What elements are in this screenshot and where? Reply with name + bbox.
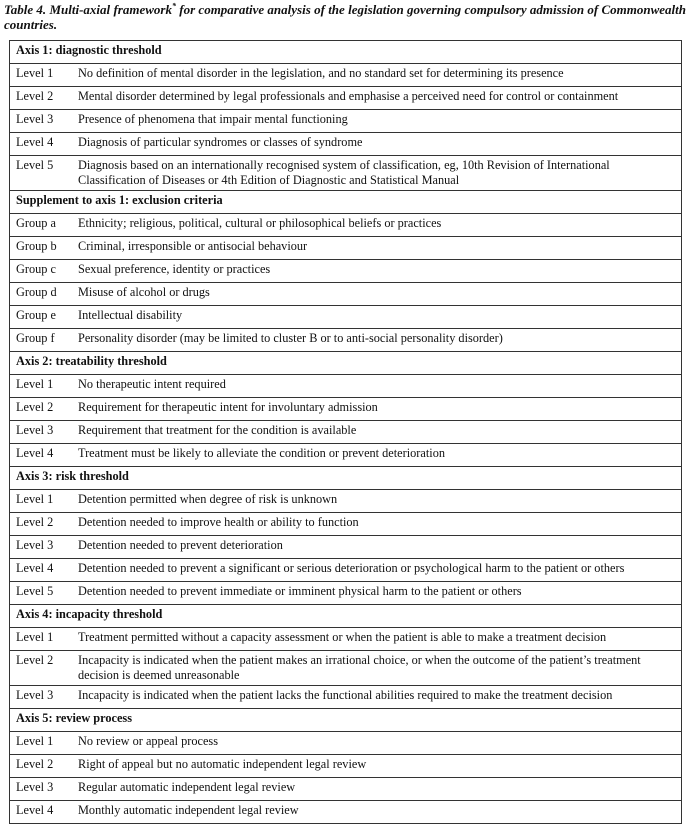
row-label: Group e	[10, 306, 79, 329]
row-description: Detention permitted when degree of risk is unknown	[78, 490, 682, 513]
row-label: Level 1	[10, 490, 79, 513]
row-description: Regular automatic independent legal review	[78, 778, 682, 801]
table-row	[10, 513, 682, 536]
table-row	[10, 536, 682, 559]
table-row	[10, 110, 682, 133]
table-row	[10, 651, 682, 686]
section-header-axis-5-review-process	[10, 709, 682, 732]
caption-footnote-marker: *	[171, 1, 176, 11]
table-row	[10, 237, 682, 260]
row-label: Level 2	[10, 755, 79, 778]
table-row	[10, 87, 682, 110]
section-title: Supplement to axis 1: exclusion criteria	[10, 191, 682, 214]
section-header-axis-3-risk-threshold	[10, 467, 682, 490]
row-description: Detention needed to prevent immediate or imminent physical harm to the patient or others	[78, 582, 682, 605]
table-row	[10, 686, 682, 709]
table-row	[10, 490, 682, 513]
table-row	[10, 283, 682, 306]
row-label: Level 4	[10, 444, 79, 467]
row-label: Level 3	[10, 110, 79, 133]
table-row	[10, 306, 682, 329]
row-label: Level 1	[10, 375, 79, 398]
row-description: No review or appeal process	[78, 732, 682, 755]
row-description: Right of appeal but no automatic independent legal review	[78, 755, 682, 778]
section-header-axis-4-incapacity-threshold	[10, 605, 682, 628]
table-row	[10, 214, 682, 237]
section-title: Axis 3: risk threshold	[10, 467, 682, 490]
row-label: Group a	[10, 214, 79, 237]
row-description: Mental disorder determined by legal professionals and emphasise a perceived need for control or containment	[78, 87, 682, 110]
row-description: Presence of phenomena that impair mental functioning	[78, 110, 682, 133]
row-label: Level 3	[10, 686, 79, 709]
row-label: Level 2	[10, 87, 79, 110]
row-label: Level 3	[10, 536, 79, 559]
row-description: Treatment permitted without a capacity assessment or when the patient is able to make a treatment decision	[78, 628, 682, 651]
table-row	[10, 398, 682, 421]
row-description: Requirement that treatment for the condition is available	[78, 421, 682, 444]
row-description: Criminal, irresponsible or antisocial behaviour	[78, 237, 682, 260]
row-label: Level 3	[10, 778, 79, 801]
row-description: Ethnicity; religious, political, cultural or philosophical beliefs or practices	[78, 214, 682, 237]
row-description: Monthly automatic independent legal review	[78, 801, 682, 824]
row-label: Level 5	[10, 156, 79, 191]
row-description: Intellectual disability	[78, 306, 682, 329]
row-label: Level 3	[10, 421, 79, 444]
table-row	[10, 156, 682, 191]
section-title: Axis 1: diagnostic threshold	[10, 41, 682, 64]
table-row	[10, 375, 682, 398]
section-title: Axis 2: treatability threshold	[10, 352, 682, 375]
table-row	[10, 260, 682, 283]
row-description: Incapacity is indicated when the patient lacks the functional abilities required to make the treatment decision	[78, 686, 682, 709]
table-row	[10, 133, 682, 156]
row-label: Group c	[10, 260, 79, 283]
row-description: Requirement for therapeutic intent for involuntary admission	[78, 398, 682, 421]
table-row	[10, 421, 682, 444]
row-label: Group b	[10, 237, 79, 260]
caption-suffix: for comparative analysis of the legislation governing compulsory admission of Commonwealth countries.	[4, 2, 687, 32]
row-description: Sexual preference, identity or practices	[78, 260, 682, 283]
table-row	[10, 582, 682, 605]
row-label: Level 1	[10, 64, 79, 87]
table-row	[10, 778, 682, 801]
table-caption	[4, 2, 686, 32]
row-description: No definition of mental disorder in the legislation, and no standard set for determining its presence	[78, 64, 682, 87]
row-label: Level 4	[10, 559, 79, 582]
row-description: Detention needed to improve health or ability to function	[78, 513, 682, 536]
row-description: Diagnosis of particular syndromes or classes of syndrome	[78, 133, 682, 156]
row-label: Level 2	[10, 651, 79, 686]
row-description: Personality disorder (may be limited to cluster B or to anti-social personality disorder)	[78, 329, 682, 352]
framework-table-body	[10, 41, 682, 824]
table-row	[10, 64, 682, 87]
row-label: Level 5	[10, 582, 79, 605]
row-label: Level 4	[10, 133, 79, 156]
row-label: Level 1	[10, 732, 79, 755]
table-row	[10, 559, 682, 582]
section-header-supplement-to-axis-1-exclusion-criteria	[10, 191, 682, 214]
row-description: Detention needed to prevent deterioration	[78, 536, 682, 559]
table-row	[10, 732, 682, 755]
table-row	[10, 329, 682, 352]
table-row	[10, 628, 682, 651]
row-label: Level 1	[10, 628, 79, 651]
row-description: Treatment must be likely to alleviate the condition or prevent deterioration	[78, 444, 682, 467]
table-row	[10, 755, 682, 778]
section-header-axis-1-diagnostic-threshold	[10, 41, 682, 64]
row-label: Level 4	[10, 801, 79, 824]
row-description: Incapacity is indicated when the patient makes an irrational choice, or when the outcome of the patient’s treatment decision is deemed unreasonable	[78, 651, 682, 686]
row-description: Detention needed to prevent a significant or serious deterioration or psychological harm to the patient or others	[78, 559, 682, 582]
row-label: Level 2	[10, 513, 79, 536]
row-label: Group d	[10, 283, 79, 306]
section-title: Axis 4: incapacity threshold	[10, 605, 682, 628]
table-row	[10, 444, 682, 467]
row-label: Level 2	[10, 398, 79, 421]
row-label: Group f	[10, 329, 79, 352]
row-description: Misuse of alcohol or drugs	[78, 283, 682, 306]
table-row	[10, 801, 682, 824]
row-description: Diagnosis based on an internationally recognised system of classification, eg, 10th Revision of International Classification of Diseases or 4th Edition of Diagnostic and Statistical Manual	[78, 156, 682, 191]
section-title: Axis 5: review process	[10, 709, 682, 732]
framework-table	[9, 40, 682, 824]
section-header-axis-2-treatability-threshold	[10, 352, 682, 375]
caption-prefix: Table 4. Multi-axial framework	[4, 2, 172, 17]
row-description: No therapeutic intent required	[78, 375, 682, 398]
